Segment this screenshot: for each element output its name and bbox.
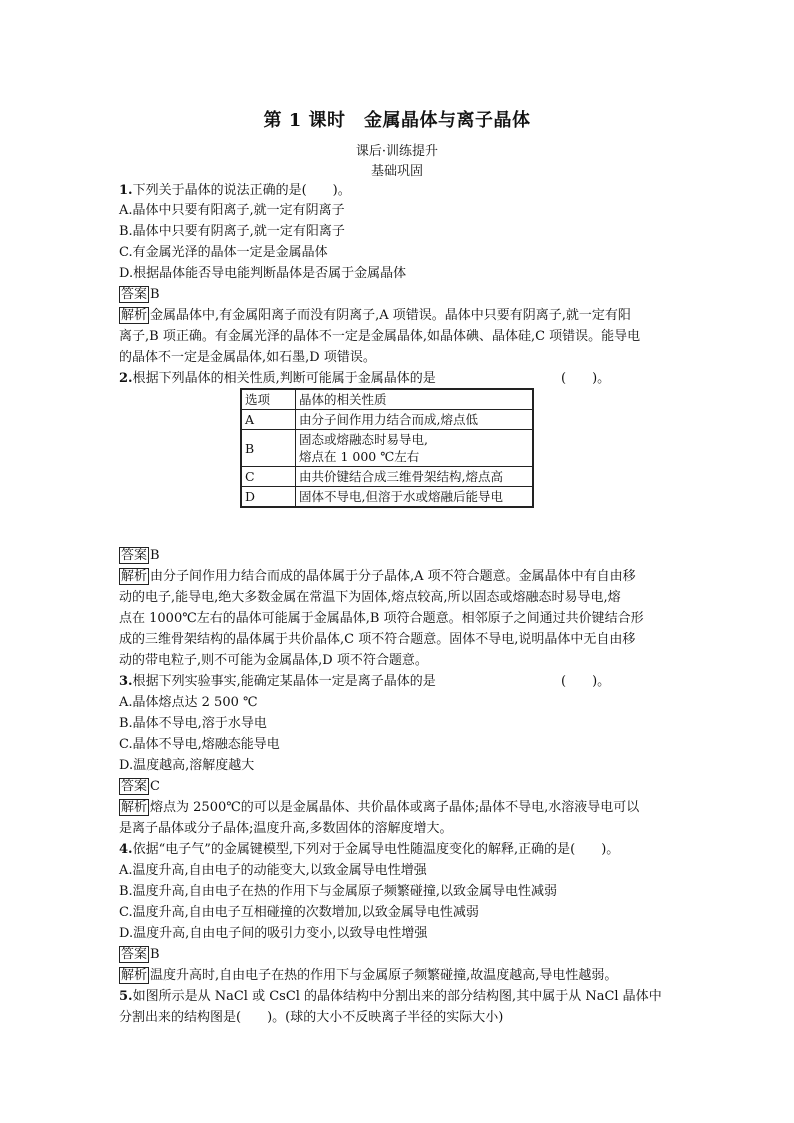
table-cell-option: A bbox=[241, 410, 296, 430]
answer-tag: 答案 bbox=[121, 548, 148, 563]
answer-tag: 答案 bbox=[121, 947, 148, 962]
q1-analysis-line-1: 解析 金属晶体中,有金属阳离子而没有阴离子,A 项错误。晶体中只要有阴离子,就一定有阳 bbox=[121, 308, 631, 323]
table-row bbox=[241, 487, 533, 508]
table-header-cell: 晶体的相关性质 bbox=[296, 389, 534, 410]
table-header-row bbox=[241, 389, 533, 410]
q4-option-a: A.温度升高,自由电子的动能变大,以致金属导电性增强 bbox=[119, 863, 427, 878]
q3-analysis-line-2: 是离子晶体或分子晶体;温度升高,多数固体的溶解度增大。 bbox=[119, 821, 453, 836]
q3-option-c: C.晶体不导电,熔融态能导电 bbox=[119, 737, 280, 752]
analysis-tag: 解析 bbox=[121, 569, 148, 584]
page-title: 第 1 课时 金属晶体与离子晶体 bbox=[263, 110, 531, 131]
q1-analysis-line-2: 离子,B 项正确。有金属光泽的晶体不一定是金属晶体,如晶体碘、晶体硅,C 项错误。能导电 bbox=[119, 329, 641, 344]
q2-answer: 答案 B bbox=[121, 548, 160, 563]
q4-option-c: C.温度升高,自由电子互相碰撞的次数增加,以致金属导电性减弱 bbox=[119, 905, 479, 920]
table-cell-property: 由分子间作用力结合而成,熔点低 bbox=[296, 410, 534, 430]
question-5-stem: 5.如图所示是从 NaCl 或 CsCl 的晶体结构中分割出来的部分结构图,其中属于从 NaCl 晶体中 bbox=[119, 989, 662, 1004]
answer-tag: 答案 bbox=[121, 779, 148, 794]
analysis-tag: 解析 bbox=[121, 800, 148, 815]
q3-answer: 答案 C bbox=[121, 779, 160, 794]
question-3-stem: 3.根据下列实验事实,能确定某晶体一定是离子晶体的是 ( )。 bbox=[119, 674, 611, 689]
q3-option-d: D.温度越高,溶解度越大 bbox=[119, 758, 255, 773]
analysis-tag: 解析 bbox=[121, 968, 148, 983]
q3-analysis-line-1: 解析 熔点为 2500℃的可以是金属晶体、共价晶体或离子晶体;晶体不导电,水溶液导电可以 bbox=[121, 800, 640, 815]
q2-analysis-line-4: 成的三维骨架结构的晶体属于共价晶体,C 项不符合题意。固体不导电,说明晶体中无自由移 bbox=[119, 632, 636, 647]
table-cell-option: D bbox=[241, 487, 296, 508]
q3-option-a: A.晶体熔点达 2 500 ℃ bbox=[119, 695, 258, 710]
q4-option-d: D.温度升高,自由电子间的吸引力变小,以致导电性增强 bbox=[119, 926, 428, 941]
q2-analysis-line-1: 解析 由分子间作用力结合而成的晶体属于分子晶体,A 项不符合题意。金属晶体中有自由移 bbox=[121, 569, 636, 584]
q1-analysis-line-3: 的晶体不一定是金属晶体,如石墨,D 项错误。 bbox=[119, 350, 376, 365]
q4-option-b: B.温度升高,自由电子在热的作用下与金属原子频繁碰撞,以致金属导电性减弱 bbox=[119, 884, 557, 899]
question-1-stem: 1.下列关于晶体的说法正确的是( )。 bbox=[119, 183, 351, 198]
question-5-stem-line-2: 分割出来的结构图是( )。(球的大小不反映离子半径的实际大小) bbox=[119, 1010, 504, 1025]
table-row bbox=[241, 430, 533, 467]
q4-answer: 答案 B bbox=[121, 947, 160, 962]
question-4-stem: 4.依据“电子气”的金属键模型,下列对于金属导电性随温度变化的解释,正确的是( )。 bbox=[119, 842, 620, 857]
analysis-tag: 解析 bbox=[121, 308, 148, 323]
q2-analysis-line-5: 动的带电粒子,则不可能为金属晶体,D 项不符合题意。 bbox=[119, 653, 428, 668]
subtitle: 课后·训练提升 bbox=[355, 144, 439, 159]
q2-analysis-line-2: 动的电子,能导电,绝大多数金属在常温下为固体,熔点较高,所以固态或熔融态时易导电,熔 bbox=[119, 590, 621, 605]
q1-option-c: C.有金属光泽的晶体一定是金属晶体 bbox=[119, 245, 328, 260]
table-cell-option: B bbox=[241, 430, 296, 467]
section-heading: 基础巩固 bbox=[370, 164, 423, 179]
table-cell-property: 由共价键结合成三维骨架结构,熔点高 bbox=[296, 467, 534, 487]
q1-option-b: B.晶体中只要有阴离子,就一定有阳离子 bbox=[119, 224, 345, 239]
table-header-cell: 选项 bbox=[241, 389, 296, 410]
table-cell-option: C bbox=[241, 467, 296, 487]
q2-options-table bbox=[240, 388, 534, 508]
q3-option-b: B.晶体不导电,溶于水导电 bbox=[119, 716, 267, 731]
answer-tag: 答案 bbox=[121, 287, 148, 302]
q2-analysis-line-3: 点在 1000℃左右的晶体可能属于金属晶体,B 项符合题意。相邻原子之间通过共价键结合形 bbox=[119, 611, 644, 626]
q1-option-d: D.根据晶体能否导电能判断晶体是否属于金属晶体 bbox=[119, 266, 407, 281]
q1-answer: 答案 B bbox=[121, 287, 160, 302]
q1-option-a: A.晶体中只要有阳离子,就一定有阴离子 bbox=[119, 203, 345, 218]
table-cell-property: 固体不导电,但溶于水或熔融后能导电 bbox=[296, 487, 534, 508]
q4-analysis-line-1: 解析 温度升高时,自由电子在热的作用下与金属原子频繁碰撞,故温度越高,导电性越弱。 bbox=[121, 968, 618, 983]
question-2-stem: 2.根据下列晶体的相关性质,判断可能属于金属晶体的是 ( )。 bbox=[119, 371, 611, 386]
table-row bbox=[241, 410, 533, 430]
table-row bbox=[241, 467, 533, 487]
table-cell-property: 固态或熔融态时易导电, 熔点在 1 000 ℃左右 bbox=[296, 430, 534, 467]
